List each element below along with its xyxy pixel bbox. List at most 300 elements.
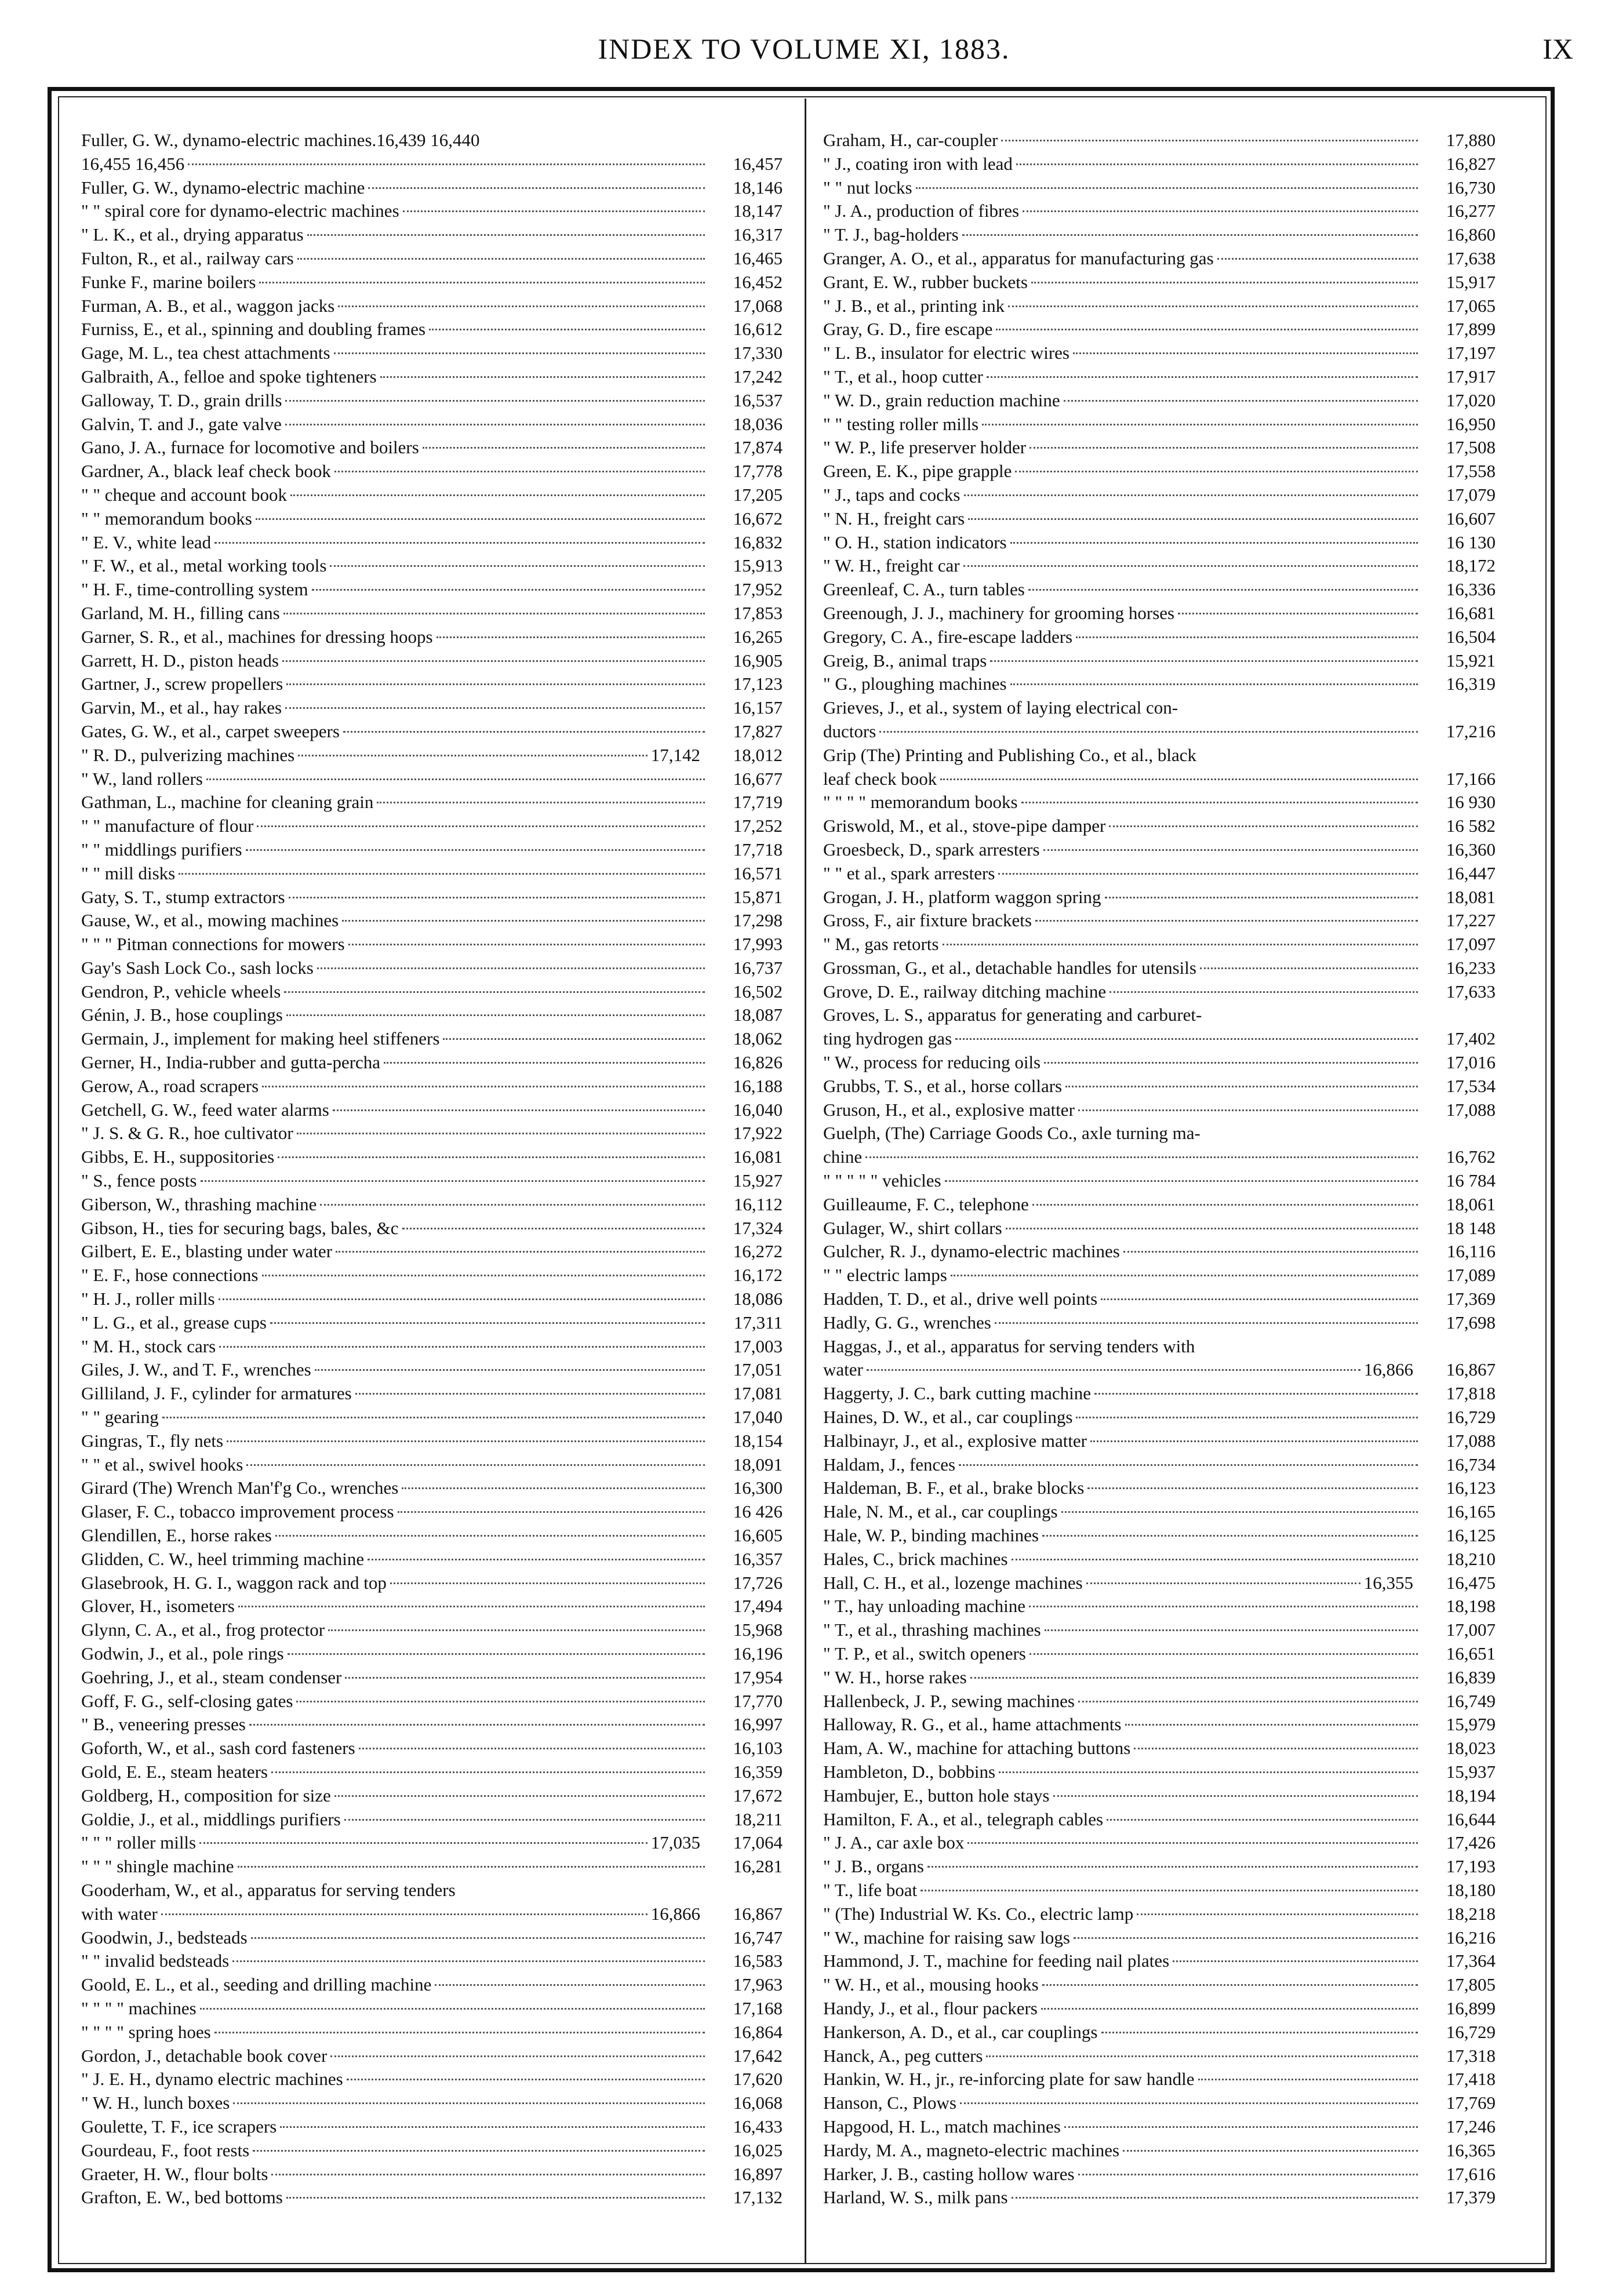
index-entry	[81, 886, 783, 909]
index-entry	[823, 2186, 1496, 2210]
entry-patent-number: 16,068	[733, 2093, 783, 2113]
entry-text: Grip (The) Printing and Publishing Co., et al., black	[823, 744, 1197, 765]
index-entry	[81, 1500, 783, 1524]
entry-patent-number: 18,086	[733, 1289, 783, 1309]
entry-patent-number: 17,620	[733, 2069, 783, 2090]
entry-text: Hanson, C., Plows	[823, 2093, 956, 2113]
entry-patent-number: 16,103	[733, 1738, 783, 1759]
entry-text: " " electric lamps	[823, 1265, 947, 1286]
index-entry	[823, 791, 1496, 814]
index-entry	[823, 1027, 1496, 1051]
dot-leader	[188, 163, 705, 165]
index-entry	[823, 294, 1496, 318]
entry-patent-number: 17,097	[1446, 934, 1496, 955]
entry-patent-number: 16 426	[733, 1501, 783, 1522]
entry-patent-number: 16 930	[1446, 792, 1496, 813]
index-entry	[81, 980, 783, 1004]
index-entry	[81, 1524, 783, 1548]
dot-leader	[1123, 1251, 1418, 1253]
entry-extra-number: 16,866	[1363, 1359, 1413, 1380]
dot-leader	[348, 944, 705, 945]
dot-leader	[1200, 967, 1418, 969]
entry-text: Garvin, M., et al., hay rakes	[81, 697, 282, 718]
entry-patent-number: 17,954	[733, 1666, 783, 1687]
entry-patent-number: 16,502	[733, 981, 783, 1002]
entry-text: Greenough, J. J., machinery for grooming horses	[823, 602, 1175, 623]
dot-leader	[253, 2150, 705, 2152]
dot-leader	[1076, 636, 1418, 638]
index-entry	[81, 1122, 783, 1145]
entry-patent-number: 16,504	[1446, 626, 1496, 647]
entry-patent-number: 17,242	[733, 366, 783, 387]
dot-leader	[232, 1960, 705, 1962]
index-entry	[81, 176, 783, 200]
index-entry	[81, 1335, 783, 1359]
dot-leader	[359, 1748, 705, 1749]
entry-text: " S., fence posts	[81, 1170, 197, 1191]
entry-text: " " " " machines	[81, 1997, 197, 2018]
entry-patent-number: 17,534	[1446, 1075, 1496, 1096]
index-entry	[823, 507, 1496, 531]
index-entry	[81, 1666, 783, 1690]
dot-leader	[1198, 2079, 1418, 2080]
dot-leader	[262, 1275, 705, 1276]
entry-patent-number: 16,867	[733, 1903, 783, 1924]
index-entry	[81, 152, 783, 176]
entry-patent-number: 17,088	[1446, 1430, 1496, 1451]
entry-patent-number: 16,864	[733, 2021, 783, 2042]
index-entry	[81, 247, 783, 271]
index-entry	[81, 1760, 783, 1784]
entry-text: Glover, H., isometers	[81, 1596, 235, 1617]
entry-patent-number: 17,880	[1446, 130, 1496, 150]
entry-text: Harker, J. B., casting hollow wares	[823, 2163, 1075, 2184]
entry-text: " T., et al., hoop cutter	[823, 366, 983, 387]
entry-text: Fulton, R., et al., railway cars	[81, 248, 294, 268]
entry-text: Fuller, G. W., dynamo-electric machine	[81, 177, 365, 198]
index-entry	[81, 1193, 783, 1217]
dot-leader	[328, 1629, 705, 1631]
index-entry	[81, 294, 783, 318]
dot-leader	[1042, 1535, 1418, 1537]
index-entry	[81, 1264, 783, 1287]
dot-leader	[344, 1819, 705, 1821]
index-entry	[81, 625, 783, 649]
entry-patent-number: 16,281	[733, 1856, 783, 1877]
dot-leader	[315, 1369, 705, 1371]
index-entry	[81, 720, 783, 744]
dot-leader	[955, 1038, 1418, 1040]
entry-text: " F. W., et al., metal working tools	[81, 555, 327, 576]
dot-leader	[1016, 163, 1418, 165]
entry-patent-number: 17,922	[733, 1123, 783, 1144]
index-entry	[823, 1264, 1496, 1287]
dot-leader	[1061, 1511, 1418, 1513]
entry-text: " " memorandum books	[81, 508, 252, 529]
index-entry	[823, 1831, 1496, 1855]
dot-leader	[403, 210, 705, 212]
dot-leader	[986, 2055, 1418, 2057]
entry-text: Garland, M. H., filling cans	[81, 602, 280, 623]
index-entry	[823, 1902, 1496, 1926]
index-entry	[81, 483, 783, 507]
index-entry	[823, 1760, 1496, 1784]
entry-patent-number: 18,154	[733, 1430, 783, 1451]
index-entry	[81, 956, 783, 980]
entry-text: Goehring, J., et al., steam condenser	[81, 1666, 342, 1687]
dot-leader	[288, 1653, 705, 1655]
index-entry	[81, 1902, 783, 1926]
entry-text: " T. P., et al., switch openers	[823, 1643, 1026, 1664]
entry-patent-number: 16,730	[1446, 177, 1496, 198]
dot-leader	[867, 1369, 1360, 1371]
entry-patent-number: 17,719	[733, 792, 783, 813]
entry-text: Greig, B., animal traps	[823, 650, 987, 671]
index-entry	[823, 1548, 1496, 1571]
dot-leader	[347, 2079, 705, 2080]
dot-leader	[429, 329, 705, 330]
dot-leader	[214, 2032, 705, 2033]
entry-text: Groves, L. S., apparatus for generating and carburet-	[823, 1005, 1202, 1025]
dot-leader	[1008, 305, 1418, 307]
entry-patent-number: 16,157	[733, 697, 783, 718]
entry-patent-number: 16,832	[733, 532, 783, 552]
entry-patent-number: 16,826	[733, 1052, 783, 1073]
dot-leader	[968, 518, 1418, 520]
dot-leader	[1029, 447, 1418, 449]
entry-patent-number: 18,081	[1446, 886, 1496, 907]
entry-patent-number: 17,672	[733, 1785, 783, 1806]
entry-text: Glasebrook, H. G. I., waggon rack and top	[81, 1572, 387, 1593]
dot-leader	[995, 1322, 1418, 1324]
entry-text: " W., process for reducing oils	[823, 1052, 1041, 1073]
entry-text: Hambujer, E., button hole stays	[823, 1785, 1050, 1806]
dot-leader	[1065, 1086, 1418, 1087]
dot-leader	[1015, 471, 1418, 472]
entry-patent-number: 17,166	[1446, 768, 1496, 789]
index-entry	[823, 2091, 1496, 2115]
entry-text: " M. H., stock cars	[81, 1336, 216, 1356]
index-entry	[81, 1476, 783, 1500]
index-entry	[823, 1855, 1496, 1879]
dot-leader	[384, 1062, 705, 1064]
left-column	[81, 129, 783, 2244]
entry-text: Gause, W., et al., mowing machines	[81, 910, 339, 931]
dot-leader	[296, 1701, 705, 1702]
dot-leader	[227, 1440, 705, 1442]
dot-leader	[1001, 140, 1418, 141]
entry-text: Glynn, C. A., et al., frog protector	[81, 1620, 325, 1640]
dot-leader	[1078, 1109, 1418, 1111]
index-entry	[823, 1193, 1496, 1217]
dot-leader	[402, 1487, 705, 1489]
entry-text: " " mill disks	[81, 863, 176, 883]
entry-extra-number: 16,355	[1363, 1572, 1413, 1593]
index-entry	[823, 389, 1496, 413]
entry-text: Gibbs, E. H., suppositories	[81, 1147, 275, 1167]
dot-leader	[333, 1109, 705, 1111]
dot-leader	[262, 1086, 705, 1087]
index-entry	[823, 1690, 1496, 1713]
entry-text: " J. B., organs	[823, 1856, 924, 1877]
entry-text: Godwin, J., et al., pole rings	[81, 1643, 284, 1664]
entry-text: Gross, F., air fixture brackets	[823, 910, 1032, 931]
entry-text: Hardy, M. A., magneto-electric machines	[823, 2139, 1120, 2160]
entry-text: Graeter, H. W., flour bolts	[81, 2163, 268, 2184]
entry-patent-number: 15,917	[1446, 271, 1496, 292]
dot-leader	[1035, 920, 1418, 922]
dot-leader	[945, 1180, 1418, 1182]
dot-leader	[286, 683, 705, 685]
entry-patent-number: 17,638	[1446, 248, 1496, 268]
dot-leader	[307, 234, 705, 236]
dot-leader	[298, 755, 647, 756]
entry-patent-number: 16,681	[1446, 602, 1496, 623]
entry-text: Harland, W. S., milk pans	[823, 2187, 1008, 2208]
dot-leader	[1109, 825, 1418, 827]
entry-text: Grossman, G., et al., detachable handles for utensils	[823, 957, 1196, 978]
index-entry	[823, 1122, 1496, 1145]
entry-patent-number: 16,112	[733, 1194, 783, 1214]
entry-text: " J. A., car axle box	[823, 1832, 965, 1853]
entry-text: " " invalid bedsteads	[81, 1951, 230, 1971]
index-entry	[81, 1217, 783, 1240]
entry-patent-number: 16,123	[1446, 1478, 1496, 1498]
index-entry	[81, 1595, 783, 1618]
index-entry	[823, 1240, 1496, 1264]
entry-text: water	[823, 1359, 863, 1380]
dot-leader	[951, 1275, 1418, 1276]
entry-patent-number: 18,210	[1446, 1548, 1496, 1569]
entry-text: Halloway, R. G., et al., hame attachments	[823, 1714, 1122, 1735]
index-entry	[81, 1571, 783, 1595]
entry-patent-number: 16 784	[1446, 1170, 1496, 1191]
index-entry	[81, 2091, 783, 2115]
entry-text: Galloway, T. D., grain drills	[81, 390, 282, 410]
index-entry	[823, 862, 1496, 886]
entry-patent-number: 17,123	[733, 674, 783, 694]
entry-patent-number: 16,605	[733, 1525, 783, 1546]
index-entry	[823, 838, 1496, 862]
dot-leader	[443, 1038, 705, 1040]
index-entry	[81, 933, 783, 956]
entry-text: Getchell, G. W., feed water alarms	[81, 1099, 329, 1120]
dot-leader	[286, 2197, 705, 2199]
dot-leader	[996, 329, 1418, 330]
index-entry	[823, 1075, 1496, 1098]
entry-text: Goldie, J., et al., middlings purifiers	[81, 1809, 341, 1829]
entry-patent-number: 16,357	[733, 1548, 783, 1569]
index-entry	[81, 341, 783, 365]
dot-leader	[256, 518, 705, 520]
entry-patent-number: 17,778	[733, 461, 783, 482]
dot-leader	[435, 1984, 705, 1986]
entry-patent-number: 17,369	[1446, 1289, 1496, 1309]
entry-patent-number: 17,132	[733, 2187, 783, 2208]
entry-extra-number: 16,866	[650, 1903, 700, 1924]
index-entry	[81, 649, 783, 673]
entry-text: " J. E. H., dynamo electric machines	[81, 2069, 343, 2090]
entry-patent-number: 17,726	[733, 1572, 783, 1593]
entry-patent-number: 17,508	[1446, 437, 1496, 458]
index-entry	[823, 909, 1496, 933]
index-entry	[823, 1784, 1496, 1808]
entry-patent-number: 17,016	[1446, 1052, 1496, 1073]
index-entry	[823, 1098, 1496, 1122]
dot-leader	[336, 1251, 705, 1253]
index-entry	[823, 365, 1496, 389]
entry-patent-number: 16,762	[1446, 1147, 1496, 1167]
entry-patent-number: 16,272	[733, 1241, 783, 1262]
index-entry	[81, 1145, 783, 1169]
index-entry	[81, 1642, 783, 1666]
entry-text: Hanck, A., peg cutters	[823, 2045, 983, 2066]
entry-patent-number: 16,644	[1446, 1809, 1496, 1829]
dot-leader	[1010, 542, 1418, 544]
entry-text: Graham, H., car-coupler	[823, 130, 998, 150]
entry-text: Gooderham, W., et al., apparatus for serving tenders	[81, 1879, 456, 1900]
entry-text: Haggas, J., et al., apparatus for serving tenders with	[823, 1336, 1195, 1356]
dot-leader	[246, 849, 705, 851]
entry-patent-number: 17,769	[1446, 2093, 1496, 2113]
entry-patent-number: 17,089	[1446, 1265, 1496, 1286]
index-entry	[81, 862, 783, 886]
entry-patent-number: 18 148	[1446, 1217, 1496, 1238]
index-entry	[823, 602, 1496, 625]
dot-leader	[1137, 1913, 1418, 1915]
index-entry	[81, 1879, 783, 1902]
index-entry	[823, 720, 1496, 744]
entry-patent-number: 16,265	[733, 626, 783, 647]
index-entry	[823, 223, 1496, 247]
dot-leader	[1178, 613, 1418, 614]
entry-text: Haldam, J., fences	[823, 1454, 956, 1475]
index-entry	[823, 956, 1496, 980]
entry-patent-number: 17,252	[733, 816, 783, 836]
entry-text: " " " " memorandum books	[823, 792, 1018, 813]
dot-leader	[283, 613, 705, 614]
index-entry	[81, 1453, 783, 1477]
dot-leader	[1042, 1984, 1418, 1986]
dot-leader	[297, 258, 705, 260]
entry-patent-number: 16,188	[733, 1075, 783, 1096]
dot-leader	[916, 187, 1418, 189]
entry-text: " " cheque and account book	[81, 484, 287, 505]
index-entry	[823, 318, 1496, 341]
entry-patent-number: 16,672	[733, 508, 783, 529]
dot-leader	[1073, 352, 1418, 354]
entry-patent-number: 16,729	[1446, 2021, 1496, 2042]
dot-leader	[282, 660, 705, 662]
index-entry	[823, 129, 1496, 152]
entry-text: " W. H., freight car	[823, 555, 960, 576]
index-entry	[81, 1713, 783, 1737]
index-entry	[81, 838, 783, 862]
index-entry	[81, 1949, 783, 1973]
index-entry	[823, 199, 1496, 223]
dot-leader	[1094, 1393, 1418, 1395]
index-entry	[823, 1358, 1496, 1382]
index-entry	[81, 1311, 783, 1335]
entry-text: " (The) Industrial W. Ks. Co., electric lamp	[823, 1903, 1134, 1924]
entry-text: " J., taps and cocks	[823, 484, 961, 505]
dot-leader	[879, 731, 1418, 733]
dot-leader	[380, 376, 705, 378]
index-entry	[823, 1217, 1496, 1240]
entry-text: Gendron, P., vehicle wheels	[81, 981, 281, 1002]
entry-text: Grogan, J. H., platform waggon spring	[823, 886, 1101, 907]
entry-patent-number: 17,993	[733, 934, 783, 955]
index-entry	[823, 1429, 1496, 1453]
entry-text: Giberson, W., thrashing machine	[81, 1194, 317, 1214]
entry-text: Gartner, J., screw propellers	[81, 674, 283, 694]
entry-text: " G., ploughing machines	[823, 674, 1007, 694]
dot-leader	[1012, 2197, 1418, 2199]
dot-leader	[1087, 1487, 1418, 1489]
dot-leader	[257, 825, 705, 827]
entry-patent-number: 16,365	[1446, 2139, 1496, 2160]
dot-leader	[1031, 282, 1418, 283]
entry-text: Glaser, F. C., tobacco improvement process	[81, 1501, 394, 1522]
entry-text: " " testing roller mills	[823, 413, 979, 434]
index-entry	[823, 1335, 1496, 1359]
dot-leader	[162, 1417, 705, 1418]
entry-patent-number: 18,036	[733, 413, 783, 434]
entry-patent-number: 16,747	[733, 1927, 783, 1948]
dot-leader	[246, 1464, 705, 1466]
entry-text: " J. S. & G. R., hoe cultivator	[81, 1123, 293, 1144]
dot-leader	[960, 2102, 1418, 2104]
entry-patent-number: 16,233	[1446, 957, 1496, 978]
entry-text: Granger, A. O., et al., apparatus for manufacturing gas	[823, 248, 1214, 268]
entry-text: Hamilton, F. A., et al., telegraph cables	[823, 1809, 1104, 1829]
entry-patent-number: 16,465	[733, 248, 783, 268]
dot-leader	[338, 305, 705, 307]
entry-patent-number: 15,921	[1446, 650, 1496, 671]
entry-patent-number: 16,172	[733, 1265, 783, 1286]
entry-text: " E. F., hose connections	[81, 1265, 259, 1286]
index-entry	[81, 199, 783, 223]
entry-patent-number: 17,311	[733, 1312, 783, 1333]
dot-leader	[436, 636, 705, 638]
entry-text: Gibson, H., ties for securing bags, bales, &c	[81, 1217, 399, 1238]
dot-leader	[1173, 1960, 1418, 1962]
entry-patent-number: 16,300	[733, 1478, 783, 1498]
dot-leader	[959, 1464, 1418, 1466]
entry-patent-number: 17,818	[1446, 1383, 1496, 1404]
entry-patent-number: 17,418	[1446, 2069, 1496, 2090]
dot-leader	[297, 1133, 705, 1134]
entry-text: " R. D., pulverizing machines	[81, 744, 295, 765]
dot-leader	[355, 1393, 705, 1395]
index-entry	[81, 413, 783, 436]
index-entry	[823, 672, 1496, 696]
entry-patent-number: 17,633	[1446, 981, 1496, 1002]
index-entry	[81, 271, 783, 294]
entry-patent-number: 17,197	[1446, 343, 1496, 363]
entry-patent-number: 17,081	[733, 1383, 783, 1404]
entry-patent-number: 17,079	[1446, 484, 1496, 505]
entry-text: 16,455 16,456	[81, 153, 185, 174]
entry-patent-number: 16,277	[1446, 201, 1496, 221]
entry-patent-number: 18,146	[733, 177, 783, 198]
entry-text: Grubbs, T. S., et al., horse collars	[823, 1075, 1063, 1096]
page-title: INDEX TO VOLUME XI, 1883.	[598, 32, 1010, 65]
index-entry	[81, 1926, 783, 1950]
entry-text: Goold, E. L., et al., seeding and drilling machine	[81, 1974, 432, 1995]
dot-leader	[285, 424, 705, 425]
right-column	[823, 129, 1496, 2244]
